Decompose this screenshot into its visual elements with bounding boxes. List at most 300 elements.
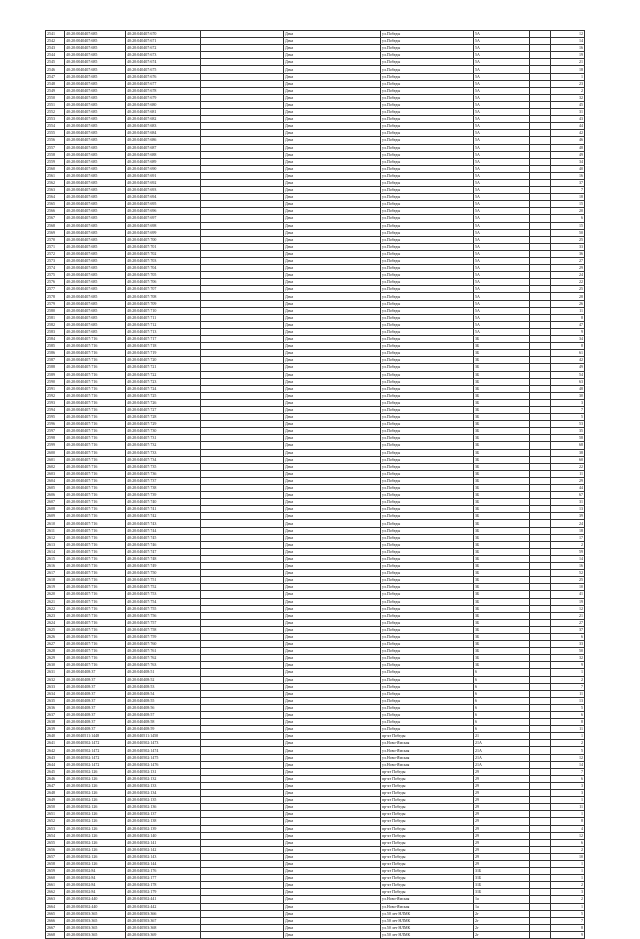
house-number-cell: 3Б xyxy=(474,548,530,555)
row-number-cell: 2616 xyxy=(46,563,65,570)
object-type-cell: Дача xyxy=(284,541,381,548)
unit-number-cell: 61 xyxy=(551,350,585,357)
unit-number-cell: 28 xyxy=(551,293,585,300)
object-type-cell: Дача xyxy=(284,385,381,392)
street-cell: ул.Ново-Ямская xyxy=(381,761,474,768)
unit-number-cell: 16 xyxy=(551,563,585,570)
object-cadastral-number-cell: 40:20:040408:58 xyxy=(126,719,201,726)
unit-number-cell: 26 xyxy=(551,300,585,307)
table-row xyxy=(46,577,585,584)
row-number-cell: 2645 xyxy=(46,768,65,775)
parcel-cadastral-number-cell: 40:20:0040407:716 xyxy=(65,534,126,541)
spacer-cell xyxy=(201,116,284,123)
house-number-cell: 3Б xyxy=(474,456,530,463)
row-number-cell: 2593 xyxy=(46,399,65,406)
parcel-cadastral-number-cell: 40:20:0040407:685 xyxy=(65,328,126,335)
spacer-cell xyxy=(530,449,551,456)
house-number-cell: 6 xyxy=(474,719,530,726)
object-cadastral-number-cell: 40:20:040407:734 xyxy=(126,456,201,463)
spacer-cell xyxy=(201,804,284,811)
object-cadastral-number-cell: 40:20:040502:142 xyxy=(126,846,201,853)
unit-number-cell: 48 xyxy=(551,144,585,151)
table-row xyxy=(46,910,585,917)
object-cadastral-number-cell: 40:20:040408:57 xyxy=(126,712,201,719)
street-cell: ул.Победы xyxy=(381,726,474,733)
object-type-cell: Дача xyxy=(284,151,381,158)
spacer-cell xyxy=(530,584,551,591)
row-number-cell: 2667 xyxy=(46,924,65,931)
parcel-cadastral-number-cell: 40:20:0040502:126 xyxy=(65,860,126,867)
row-number-cell: 2621 xyxy=(46,598,65,605)
object-cadastral-number-cell: 40:20:040407:680 xyxy=(126,101,201,108)
spacer-cell xyxy=(201,747,284,754)
spacer-cell xyxy=(530,279,551,286)
parcel-cadastral-number-cell: 40:20:0040407:716 xyxy=(65,527,126,534)
street-cell: ул.Победы xyxy=(381,328,474,335)
object-type-cell: Дача xyxy=(284,279,381,286)
parcel-cadastral-number-cell: 40:20:0040407:716 xyxy=(65,584,126,591)
object-cadastral-number-cell: 40:20:040407:672 xyxy=(126,45,201,52)
object-type-cell: Дача xyxy=(284,641,381,648)
row-number-cell: 2655 xyxy=(46,839,65,846)
unit-number-cell: 46 xyxy=(551,137,585,144)
object-cadastral-number-cell: 40:20:040407:761 xyxy=(126,648,201,655)
object-type-cell: Дача xyxy=(284,31,381,38)
unit-number-cell: 9 xyxy=(551,328,585,335)
house-number-cell: 21А xyxy=(474,740,530,747)
street-cell: ул.Победы xyxy=(381,45,474,52)
house-number-cell: 5А xyxy=(474,215,530,222)
object-cadastral-number-cell: 40:20:040407:758 xyxy=(126,626,201,633)
unit-number-cell: 8 xyxy=(551,719,585,726)
row-number-cell: 2631 xyxy=(46,669,65,676)
street-cell: пр-кт Победы xyxy=(381,882,474,889)
table-row xyxy=(46,719,585,726)
unit-number-cell: 35 xyxy=(551,428,585,435)
table-row xyxy=(46,761,585,768)
spacer-cell xyxy=(530,548,551,555)
object-type-cell: Дача xyxy=(284,414,381,421)
spacer-cell xyxy=(201,357,284,364)
street-cell: ул.Победы xyxy=(381,719,474,726)
house-number-cell: 1а xyxy=(474,896,530,903)
house-number-cell: 3Б xyxy=(474,648,530,655)
object-cadastral-number-cell: 40:20:040407:681 xyxy=(126,109,201,116)
object-type-cell: Дача xyxy=(284,563,381,570)
spacer-cell xyxy=(530,208,551,215)
house-number-cell: 29 xyxy=(474,782,530,789)
street-cell: ул.Победы xyxy=(381,208,474,215)
table-row xyxy=(46,109,585,116)
parcel-cadastral-number-cell: 40:20:0040407:716 xyxy=(65,563,126,570)
object-cadastral-number-cell: 40:20:040407:679 xyxy=(126,94,201,101)
table-row xyxy=(46,619,585,626)
parcel-cadastral-number-cell: 40:20:0040407:685 xyxy=(65,158,126,165)
parcel-cadastral-number-cell: 40:20:0040502:1472 xyxy=(65,747,126,754)
unit-number-cell: 63 xyxy=(551,378,585,385)
unit-number-cell: 31 xyxy=(551,499,585,506)
parcel-cadastral-number-cell: 40:20:0040407:685 xyxy=(65,286,126,293)
house-number-cell: 3Б xyxy=(474,343,530,350)
table-row xyxy=(46,80,585,87)
unit-number-cell: 7 xyxy=(551,187,585,194)
spacer-cell xyxy=(530,868,551,875)
street-cell: ул.Победы xyxy=(381,272,474,279)
unit-number-cell: 42 xyxy=(551,357,585,364)
row-number-cell: 2580 xyxy=(46,307,65,314)
house-number-cell: 3Б xyxy=(474,641,530,648)
parcel-cadastral-number-cell: 40:20:0040503:365 xyxy=(65,931,126,938)
street-cell: ул.Победы xyxy=(381,265,474,272)
row-number-cell: 2569 xyxy=(46,229,65,236)
parcel-cadastral-number-cell: 40:20:0040407:716 xyxy=(65,506,126,513)
table-row xyxy=(46,250,585,257)
house-number-cell: 6 xyxy=(474,683,530,690)
spacer-cell xyxy=(201,293,284,300)
object-type-cell: Дача xyxy=(284,768,381,775)
object-cadastral-number-cell: 40:20:040407:752 xyxy=(126,584,201,591)
table-row xyxy=(46,293,585,300)
spacer-cell xyxy=(201,208,284,215)
object-cadastral-number-cell: 40:20:040407:724 xyxy=(126,385,201,392)
object-type-cell: Дача xyxy=(284,860,381,867)
house-number-cell: 5А xyxy=(474,116,530,123)
spacer-cell xyxy=(530,555,551,562)
street-cell: ул.Победы xyxy=(381,563,474,570)
parcel-cadastral-number-cell: 40:20:0040502:440 xyxy=(65,903,126,910)
table-row xyxy=(46,570,585,577)
spacer-cell xyxy=(201,73,284,80)
table-row xyxy=(46,428,585,435)
parcel-cadastral-number-cell: 40:20:0040502:126 xyxy=(65,797,126,804)
house-number-cell: 29 xyxy=(474,832,530,839)
street-cell: ул.Победы xyxy=(381,229,474,236)
spacer-cell xyxy=(201,761,284,768)
street-cell: ул.Победы xyxy=(381,236,474,243)
row-number-cell: 2604 xyxy=(46,477,65,484)
unit-number-cell: 8 xyxy=(551,343,585,350)
row-number-cell: 2571 xyxy=(46,243,65,250)
table-row xyxy=(46,406,585,413)
house-number-cell: 29 xyxy=(474,811,530,818)
unit-number-cell: 7 xyxy=(551,406,585,413)
spacer-cell xyxy=(530,435,551,442)
table-row xyxy=(46,775,585,782)
table-row xyxy=(46,31,585,38)
spacer-cell xyxy=(530,385,551,392)
street-cell: ул.Победы xyxy=(381,336,474,343)
object-type-cell: Дача xyxy=(284,435,381,442)
spacer-cell xyxy=(201,187,284,194)
object-type-cell: Дача xyxy=(284,527,381,534)
row-number-cell: 2589 xyxy=(46,371,65,378)
street-cell: ул.50 лет НЛМК xyxy=(381,910,474,917)
house-number-cell: 5А xyxy=(474,144,530,151)
street-cell: ул.Победы xyxy=(381,201,474,208)
object-cadastral-number-cell: 40:20:040407:757 xyxy=(126,619,201,626)
table-row xyxy=(46,94,585,101)
house-number-cell: 5А xyxy=(474,172,530,179)
spacer-cell xyxy=(201,130,284,137)
spacer-cell xyxy=(201,697,284,704)
street-cell: ул.Победы xyxy=(381,712,474,719)
street-cell: ул.Победы xyxy=(381,222,474,229)
object-cadastral-number-cell: 40:20:040502:179 xyxy=(126,889,201,896)
row-number-cell: 2613 xyxy=(46,541,65,548)
object-cadastral-number-cell: 40:20:040407:683 xyxy=(126,123,201,130)
house-number-cell: 6 xyxy=(474,726,530,733)
parcel-cadastral-number-cell: 40:20:0040407:685 xyxy=(65,201,126,208)
object-cadastral-number-cell: 40:20:040407:736 xyxy=(126,470,201,477)
row-number-cell: 2609 xyxy=(46,513,65,520)
unit-number-cell: 18 xyxy=(551,66,585,73)
object-cadastral-number-cell: 40:20:040407:722 xyxy=(126,371,201,378)
table-row xyxy=(46,839,585,846)
table-row xyxy=(46,421,585,428)
row-number-cell: 2578 xyxy=(46,293,65,300)
street-cell: ул.Победы xyxy=(381,704,474,711)
object-cadastral-number-cell: 40:20:040408:59 xyxy=(126,726,201,733)
spacer-cell xyxy=(201,641,284,648)
house-number-cell: 3Б xyxy=(474,470,530,477)
table-row xyxy=(46,712,585,719)
spacer-cell xyxy=(201,109,284,116)
table-row xyxy=(46,158,585,165)
house-number-cell: 5А xyxy=(474,165,530,172)
house-number-cell: 2г xyxy=(474,924,530,931)
house-number-cell: 3Б xyxy=(474,555,530,562)
unit-number-cell: 2 xyxy=(551,740,585,747)
street-cell: ул.Победы xyxy=(381,598,474,605)
table-row xyxy=(46,818,585,825)
parcel-cadastral-number-cell: 40:20:0040407:685 xyxy=(65,94,126,101)
house-number-cell: 3Б xyxy=(474,612,530,619)
house-number-cell: 5А xyxy=(474,52,530,59)
spacer-cell xyxy=(530,846,551,853)
row-number-cell: 2575 xyxy=(46,272,65,279)
parcel-cadastral-number-cell: 40:20:0040407:685 xyxy=(65,307,126,314)
object-type-cell: Дача xyxy=(284,357,381,364)
row-number-cell: 2554 xyxy=(46,123,65,130)
object-type-cell: Дача xyxy=(284,293,381,300)
table-row xyxy=(46,179,585,186)
house-number-cell: 29 xyxy=(474,775,530,782)
object-cadastral-number-cell: 40:20:040407:745 xyxy=(126,534,201,541)
object-type-cell: Дача xyxy=(284,208,381,215)
table-row xyxy=(46,626,585,633)
spacer-cell xyxy=(201,45,284,52)
spacer-cell xyxy=(201,655,284,662)
table-row xyxy=(46,328,585,335)
house-number-cell: 3Б xyxy=(474,421,530,428)
spacer-cell xyxy=(530,399,551,406)
street-cell: ул.Победы xyxy=(381,534,474,541)
house-number-cell: 29 xyxy=(474,768,530,775)
street-cell: ул.Победы xyxy=(381,109,474,116)
row-number-cell: 2668 xyxy=(46,931,65,938)
house-number-cell: 5А xyxy=(474,286,530,293)
unit-number-cell: 17 xyxy=(551,534,585,541)
house-number-cell: 3Б xyxy=(474,392,530,399)
unit-number-cell: 9 xyxy=(551,931,585,938)
parcel-cadastral-number-cell: 40:20:0040407:716 xyxy=(65,513,126,520)
spacer-cell xyxy=(201,179,284,186)
house-number-cell: 2г xyxy=(474,931,530,938)
object-cadastral-number-cell: 40:20:040502:139 xyxy=(126,825,201,832)
street-cell: ул.Победы xyxy=(381,669,474,676)
house-number-cell: 5А xyxy=(474,59,530,66)
parcel-cadastral-number-cell: 40:20:0040502:84 xyxy=(65,868,126,875)
table-row xyxy=(46,825,585,832)
row-number-cell: 2651 xyxy=(46,811,65,818)
house-number-cell: 5А xyxy=(474,66,530,73)
spacer-cell xyxy=(201,846,284,853)
spacer-cell xyxy=(530,704,551,711)
row-number-cell: 2619 xyxy=(46,584,65,591)
unit-number-cell: 37 xyxy=(551,626,585,633)
spacer-cell xyxy=(530,265,551,272)
spacer-cell xyxy=(201,882,284,889)
house-number-cell: 3Б xyxy=(474,605,530,612)
spacer-cell xyxy=(530,740,551,747)
unit-number-cell: 8 xyxy=(551,314,585,321)
object-cadastral-number-cell: 40:20:040502:141 xyxy=(126,839,201,846)
house-number-cell: 5А xyxy=(474,179,530,186)
house-number-cell: 5А xyxy=(474,38,530,45)
table-row xyxy=(46,605,585,612)
row-number-cell: 2579 xyxy=(46,300,65,307)
unit-number-cell: 2 xyxy=(551,846,585,853)
unit-number-cell: 19 xyxy=(551,52,585,59)
table-row xyxy=(46,889,585,896)
table-row xyxy=(46,811,585,818)
object-cadastral-number-cell: 40:20:040502:137 xyxy=(126,811,201,818)
house-number-cell: 3Б xyxy=(474,406,530,413)
street-cell: ул.Победы xyxy=(381,158,474,165)
parcel-cadastral-number-cell: 40:20:0040502:126 xyxy=(65,832,126,839)
object-cadastral-number-cell: 40:20:040407:751 xyxy=(126,577,201,584)
unit-number-cell: 49 xyxy=(551,151,585,158)
spacer-cell xyxy=(530,485,551,492)
parcel-cadastral-number-cell: 40:20:0040502:1472 xyxy=(65,740,126,747)
object-type-cell: Дача xyxy=(284,683,381,690)
row-number-cell: 2555 xyxy=(46,130,65,137)
spacer-cell xyxy=(201,151,284,158)
table-row xyxy=(46,399,585,406)
unit-number-cell: 8 xyxy=(551,818,585,825)
unit-number-cell: 15 xyxy=(551,222,585,229)
object-type-cell: Дача xyxy=(284,690,381,697)
object-type-cell: Дача xyxy=(284,144,381,151)
spacer-cell xyxy=(530,328,551,335)
table-row xyxy=(46,229,585,236)
unit-number-cell: 54 xyxy=(551,371,585,378)
street-cell: ул.Победы xyxy=(381,485,474,492)
object-type-cell: Дача xyxy=(284,307,381,314)
object-cadastral-number-cell: 40:20:040407:725 xyxy=(126,392,201,399)
spacer-cell xyxy=(201,52,284,59)
unit-number-cell: 11 xyxy=(551,804,585,811)
house-number-cell: 5А xyxy=(474,307,530,314)
object-type-cell: Дача xyxy=(284,229,381,236)
object-type-cell: Дача xyxy=(284,903,381,910)
street-cell: ул.Победы xyxy=(381,527,474,534)
object-type-cell: Дача xyxy=(284,853,381,860)
unit-number-cell: 67 xyxy=(551,492,585,499)
spacer-cell xyxy=(530,456,551,463)
spacer-cell xyxy=(201,222,284,229)
street-cell: пр-кт Победы xyxy=(381,811,474,818)
spacer-cell xyxy=(530,598,551,605)
object-type-cell: Дача xyxy=(284,485,381,492)
street-cell: ул.Победы xyxy=(381,513,474,520)
parcel-cadastral-number-cell: 40:20:0040503:365 xyxy=(65,910,126,917)
parcel-cadastral-number-cell: 40:20:0040407:716 xyxy=(65,655,126,662)
object-type-cell: Дача xyxy=(284,477,381,484)
object-cadastral-number-cell: 40:20:040407:729 xyxy=(126,421,201,428)
object-type-cell: Дача xyxy=(284,740,381,747)
spacer-cell xyxy=(201,733,284,740)
spacer-cell xyxy=(530,591,551,598)
spacer-cell xyxy=(530,151,551,158)
spacer-cell xyxy=(201,165,284,172)
object-type-cell: Дача xyxy=(284,726,381,733)
spacer-cell xyxy=(201,811,284,818)
object-cadastral-number-cell: 40:20:040407:707 xyxy=(126,286,201,293)
table-row xyxy=(46,924,585,931)
table-row xyxy=(46,201,585,208)
table-row xyxy=(46,882,585,889)
unit-number-cell: 42 xyxy=(551,130,585,137)
object-cadastral-number-cell: 40:20:040407:682 xyxy=(126,116,201,123)
object-type-cell: Дача xyxy=(284,889,381,896)
unit-number-cell: 1 xyxy=(551,868,585,875)
spacer-cell xyxy=(530,520,551,527)
house-number-cell: 31Б xyxy=(474,875,530,882)
spacer-cell xyxy=(201,520,284,527)
street-cell: ул.Победы xyxy=(381,662,474,669)
object-type-cell: Дача xyxy=(284,825,381,832)
object-type-cell: Дача xyxy=(284,194,381,201)
spacer-cell xyxy=(201,144,284,151)
object-cadastral-number-cell: 40:20:040407:676 xyxy=(126,73,201,80)
parcel-cadastral-number-cell: 40:20:0040407:716 xyxy=(65,555,126,562)
street-cell: ул.Победы xyxy=(381,428,474,435)
table-row xyxy=(46,797,585,804)
object-cadastral-number-cell: 40:20:040502:132 xyxy=(126,775,201,782)
street-cell: ул.Победы xyxy=(381,101,474,108)
street-cell: ул.Победы xyxy=(381,187,474,194)
street-cell: пр-кт Победы xyxy=(381,860,474,867)
table-row xyxy=(46,513,585,520)
object-cadastral-number-cell: 40:20:040407:717 xyxy=(126,336,201,343)
spacer-cell xyxy=(201,272,284,279)
house-number-cell: 5А xyxy=(474,45,530,52)
row-number-cell: 2652 xyxy=(46,818,65,825)
object-cadastral-number-cell: 40:20:040407:747 xyxy=(126,548,201,555)
table-row xyxy=(46,584,585,591)
street-cell: пр-кт Победы xyxy=(381,868,474,875)
house-number-cell: 5А xyxy=(474,101,530,108)
object-cadastral-number-cell: 40:20:040407:738 xyxy=(126,485,201,492)
spacer-cell xyxy=(201,931,284,938)
street-cell: пр-кт Победы xyxy=(381,875,474,882)
unit-number-cell: 44 xyxy=(551,123,585,130)
street-cell: ул.Победы xyxy=(381,392,474,399)
object-type-cell: Дача xyxy=(284,924,381,931)
object-cadastral-number-cell: 40:20:040407:696 xyxy=(126,208,201,215)
object-cadastral-number-cell: 40:20:040502:131 xyxy=(126,768,201,775)
